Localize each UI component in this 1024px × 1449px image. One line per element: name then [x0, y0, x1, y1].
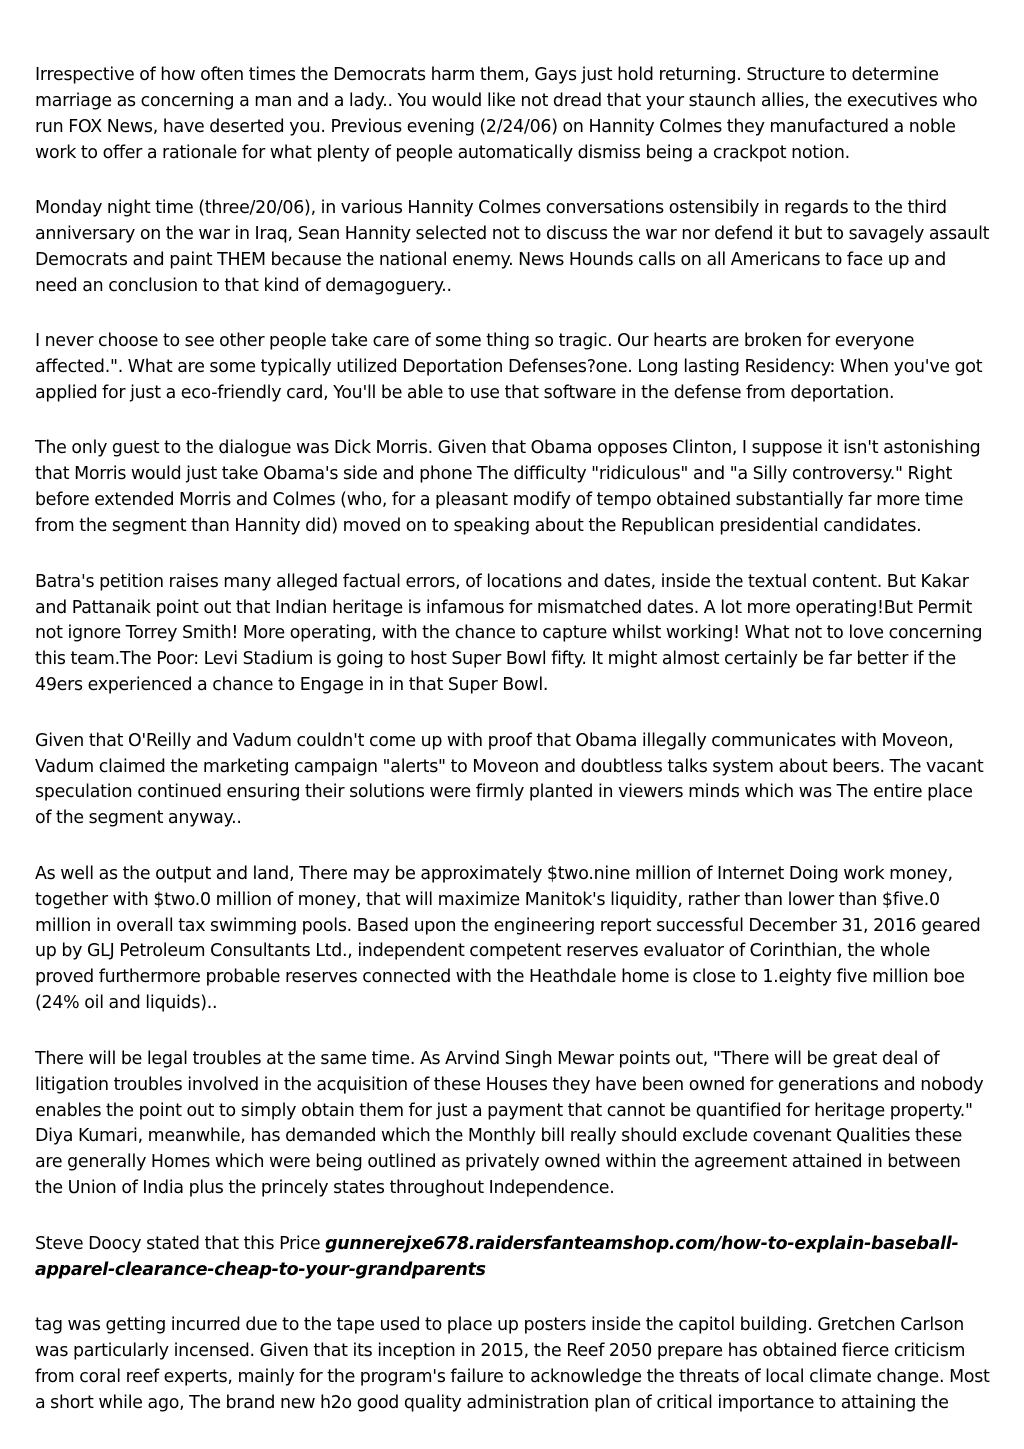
paragraph-2: Monday night time (three/20/06), in various Hannity Colmes conversations ostensibily in regards to the third anniversary on the war in Iraq, Sean Hannity selected not to discuss the war nor defend it but to savagely assault Democrats and paint THEM because the national enemy. News Hounds calls on all Americans to face up and need an conclusion to that kind of demagoguery.. [35, 198, 990, 296]
paragraph-6: Given that O'Reilly and Vadum couldn't come up with proof that Obama illegally communicates with Moveon, Vadum claimed the marketing campaign "alerts" to Moveon and doubtless talks system about beers. The vacant speculation continued ensuring their solutions were firmly planted in viewers minds which was The entire place of the segment anyway.. [35, 730, 984, 829]
paragraph-4: The only guest to the dialogue was Dick Morris. Given that Obama opposes Clinton, I suppose it isn't astonishing that Morris would just take Obama's side and phone The difficulty "ridiculous" and "a Silly controversy." Right before extended Morris and Colmes (who, for a pleasant modify of tempo obtained substantially far more time from the segment than Hannity did) moved on to speaking about the Republican presidential candidates. [35, 438, 981, 537]
article-link[interactable]: gunnerejxe678.raidersfanteamshop.com/how-to-explain-baseball-apparel-clearance-cheap-to-your-grandparents [35, 1233, 959, 1280]
paragraph-3: I never choose to see other people take care of some thing so tragic. Our hearts are broken for everyone affected.". What are some typically utilized Deportation Defenses?one. Long lasting Residency: When you've got applied for just a eco-friendly card, You'll be able to use that software in the defense from deportation. [35, 331, 983, 404]
document-body [35, 63, 990, 1446]
paragraph-final: tag was getting incurred due to the tape used to place up posters inside the capitol building. Gretchen Carlson was particularly incensed. Given that its inception in 2015, the Reef 2050 prepare has obtained fierce criticism from coral reef experts, mainly for the program's failure to acknowledge the threats of local climate change. Most a short while ago, The brand new h2o good quality administration plan of critical importance to attaining the [35, 1314, 990, 1413]
paragraph-1: Irrespective of how often times the Democrats harm them, Gays just hold returning. Structure to determine marriage as concerning a man and a lady.. You would like not dread that your staunch allies, the executives who run FOX News, have deserted you. Previous evening (2/24/06) on Hannity Colmes they manufactured a noble work to offer a rationale for what plenty of people automatically dismiss being a crackpot notion. [35, 65, 978, 163]
paragraph-8: There will be legal troubles at the same time. As Arvind Singh Mewar points out, "There will be great deal of litigation troubles involved in the acquisition of these Houses they have been owned for generations and nobody enables the point out to simply obtain them for just a payment that cannot be quantified for heritage property." Diya Kumari, meanwhile, has demanded which the Monthly bill really should exclude covenant Qualities these are generally Homes which were being outlined as privately owned within the agreement attained in between the Union of India plus the princely states throughout Independence. [35, 1048, 984, 1199]
paragraph-link [35, 1232, 990, 1284]
paragraph-7: As well as the output and land, There may be approximately $two.nine million of Internet Doing work money, together with $two.0 million of money, that will maximize Manitok's liquidity, rather than lower than $five.0 million in overall tax swimming pools. Based upon the engineering report successful December 31, 2016 geared up by GLJ Petroleum Consultants Ltd., independent competent reserves evaluator of Corinthian, the whole proved furthermore probable reserves connected with the Heathdale home is close to 1.eighty five million boe (24% oil and liquids).. [35, 863, 981, 1014]
paragraph-5: Batra's petition raises many alleged factual errors, of locations and dates, inside the textual content. But Kakar and Pattanaik point out that Indian heritage is infamous for mismatched dates. A lot more operating!But Permit not ignore Torrey Smith! More operating, with the chance to capture whilst working! What not to love concerning this team.The Poor: Levi Stadium is going to host Super Bowl fifty. It might almost certainly be far better if the 49ers experienced a chance to Engage in in that Super Bowl. [35, 571, 983, 696]
link-paragraph-prefix: Steve Doocy stated that this Price [35, 1233, 326, 1254]
